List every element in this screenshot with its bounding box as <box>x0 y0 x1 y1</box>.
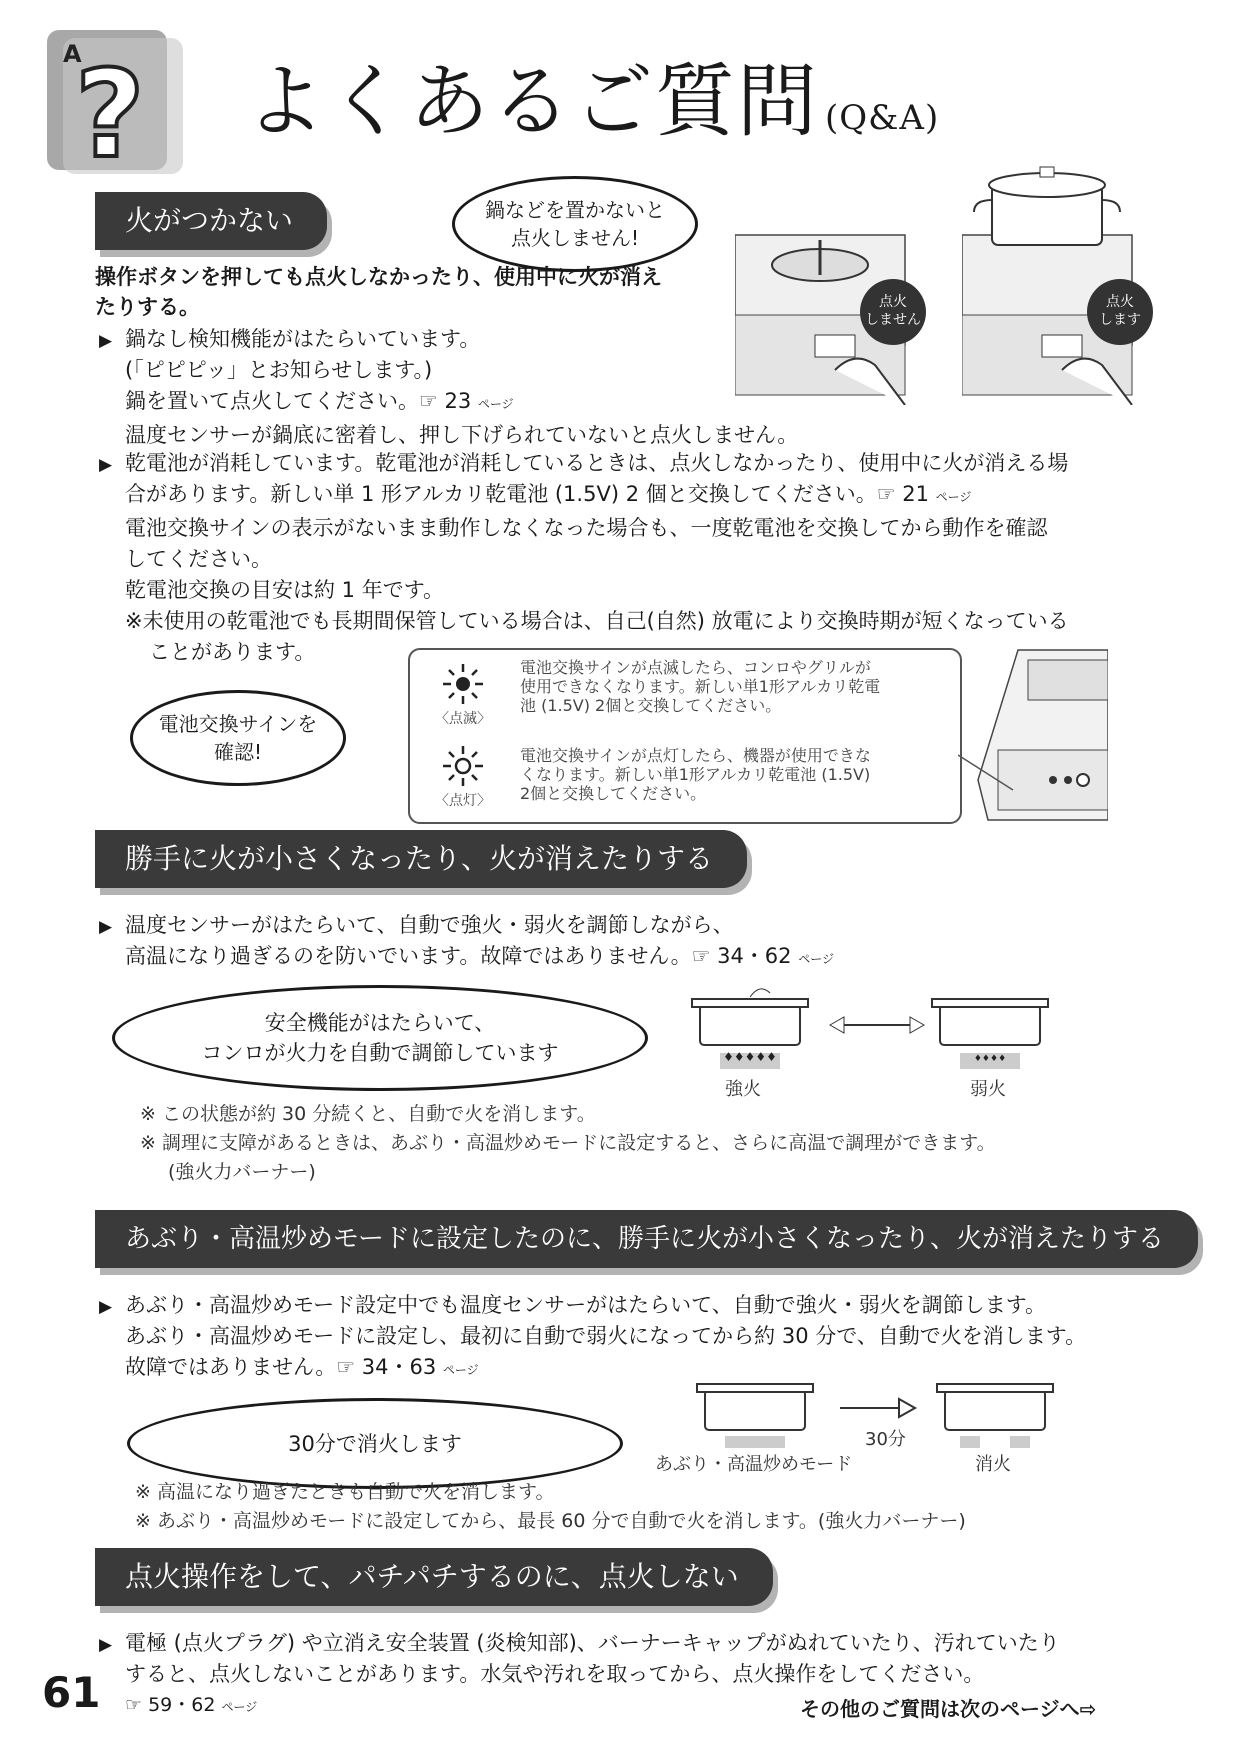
bullet-triangle-icon: ▶ <box>99 1635 113 1655</box>
qa-badge-icon <box>45 28 185 178</box>
bullet-triangle-icon: ▶ <box>99 917 113 937</box>
sear-mode-off-figure <box>655 1370 1075 1480</box>
weak-flame-label: 弱火 <box>970 1079 1006 1100</box>
sear-mode-label: あぶり・高温炒めモード <box>655 1454 853 1475</box>
next-page-link[interactable]: その他のご質問は次のページへ⇨ <box>800 1697 1097 1721</box>
blinking-sun-icon <box>441 662 485 706</box>
svg-text:します: します <box>1099 312 1141 328</box>
answer-pot-detection: ▶ 鍋なし検知機能がはたらいています。 (「ピピピッ」とお知らせします。) 鍋を置いて点火してください。☞ 23 ページ 温度センサーが鍋底に密着し、押し下げられていないと点火しません。 <box>99 327 799 447</box>
section-heading-no-ignition: 火がつかない <box>95 192 327 250</box>
bullet-triangle-icon: ▶ <box>99 455 113 475</box>
section-heading-sear-mode: あぶり・高温炒めモードに設定したのに、勝手に火が小さくなったり、火が消えたりする <box>95 1210 1198 1268</box>
answer-sear-mode: ▶ あぶり・高温炒めモード設定中でも温度センサーがはたらいて、自動で強火・弱火を調節します。 あぶり・高温炒めモードに設定し、最初に自動で弱火になってから約 30 分で、自動で火を消します。 故障ではありません。☞ 34・63 ページ <box>99 1293 1087 1379</box>
strong-weak-flame-figure <box>680 975 1070 1100</box>
notes-auto-off: ※ この状態が約 30 分続くと、自動で火を消します。 ※ 調理に支障があるときは、あぶり・高温炒めモードに設定すると、さらに高温で調理ができます。 (強火力バーナー) <box>140 1103 996 1183</box>
flame-off-label: 消火 <box>975 1454 1011 1475</box>
svg-text:点火: 点火 <box>1106 294 1134 310</box>
thirty-minute-off-bubble: 30分で消火します <box>127 1398 623 1489</box>
blink-sign: 〈点滅〉 <box>428 662 498 729</box>
safety-function-bubble: 安全機能がはたらいて、 コンロが火力を自動で調節しています <box>112 985 648 1091</box>
answer-battery: ▶ 乾電池が消耗しています。乾電池が消耗しているときは、点火しなかったり、使用中に火が消える場 合があります。新しい単 1 形アルカリ乾電池 (1.5V) 2 個と交換してください。☞ 21 ページ 電池交換サインの表示がないまま動作しなくなった場合も、一度乾電池を交換してから動作を確認 してください。 乾電池交換の目安は約 1 年です。 ※未使用の乾電池でも長期間保管している場合は、自己(自然) 放電により交換時期が短くなっている ことがあります。 <box>99 451 1069 664</box>
svg-text:点火: 点火 <box>879 294 907 310</box>
lit-sun-icon <box>441 744 485 788</box>
bullet-triangle-icon: ▶ <box>99 1297 113 1317</box>
page-title-main: よくあるご質問 <box>245 55 819 148</box>
stove-with-pot-figure <box>962 165 1157 405</box>
thirty-minutes-label: 30分 <box>865 1429 906 1450</box>
notes-sear-mode: ※ 高温になり過ぎたときも自動で火を消します。 ※ あぶり・高温炒めモードに設定してから、最長 60 分で自動で火を消します。(強火力バーナー) <box>135 1481 966 1532</box>
section-heading-flame-reduces: 勝手に火が小さくなったり、火が消えたりする <box>95 830 747 888</box>
answer-electrode: ▶ 電極 (点火プラグ) や立消え安全装置 (炎検知部)、バーナーキャップがぬれていたり、汚れていたり すると、点火しないことがあります。水気や汚れを取ってから、点火操作をしてください。 ☞ 59・62 ページ <box>99 1631 1060 1716</box>
badge-question-mark: ? <box>75 46 145 178</box>
lit-sign: 〈点灯〉 <box>428 744 498 811</box>
page-title <box>245 55 940 148</box>
lit-explanation: 電池交換サインが点灯したら、機器が使用できな くなります。新しい単1形アルカリ乾電池 (1.5V) 2個と交換してください。 <box>520 746 871 803</box>
svg-text:♦♦♦♦♦: ♦♦♦♦♦ <box>723 1050 777 1064</box>
page-title-sub: (Q&A) <box>825 98 940 138</box>
svg-text:♦♦♦♦: ♦♦♦♦ <box>973 1054 1007 1064</box>
strong-flame-label: 強火 <box>725 1079 761 1100</box>
svg-text:しません: しません <box>865 312 921 328</box>
page-number: 61 <box>42 1668 101 1717</box>
section-heading-clicking-no-ignition: 点火操作をして、パチパチするのに、点火しない <box>95 1548 773 1606</box>
battery-sign-callout <box>408 648 962 824</box>
answer-temperature-sensor: ▶ 温度センサーがはたらいて、自動で強火・弱火を調節しながら、 高温になり過ぎるのを防いでいます。故障ではありません。☞ 34・62 ページ <box>99 913 834 968</box>
question-text: 操作ボタンを押しても点火しなかったり、使用中に火が消え たりする。 <box>95 265 662 319</box>
blink-explanation: 電池交換サインが点滅したら、コンロやグリルが 使用できなくなります。新しい単1形アルカリ乾電 池 (1.5V) 2個と交換してください。 <box>520 658 881 715</box>
check-battery-bubble: 電池交換サインを 確認! <box>130 690 346 786</box>
bullet-triangle-icon: ▶ <box>99 331 113 351</box>
pot-needed-bubble: 鍋などを置かないと 点火しません! <box>452 176 698 272</box>
stove-panel-figure <box>958 640 1108 830</box>
badge-letter: A <box>63 40 82 68</box>
